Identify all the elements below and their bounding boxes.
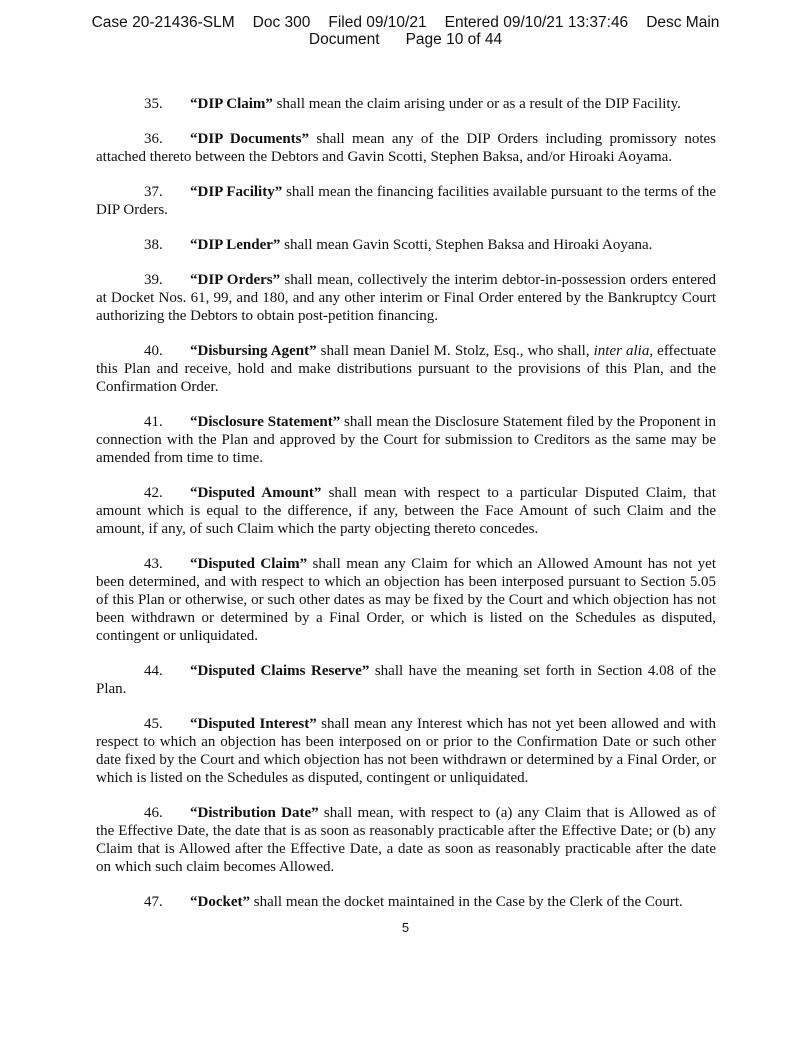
- filing-header-line1: [0, 14, 811, 31]
- definition-text: shall mean with respect to a particular Disputed Claim, that amount which is equal to the difference, if any, between the Face Amount of such Claim and the amount, if any, of such Claim which the party objecting thereto concedes.: [96, 485, 716, 537]
- defined-term: “DIP Documents”: [190, 131, 310, 147]
- definition-paragraph: [96, 893, 716, 911]
- paragraph-number: 38.: [144, 237, 163, 253]
- filed-date: Filed 09/10/21: [328, 14, 427, 31]
- paragraph-number: 39.: [144, 272, 163, 288]
- definition-paragraph: [96, 130, 716, 166]
- definition-text: shall mean Gavin Scotti, Stephen Baksa and Hiroaki Aoyana.: [280, 237, 653, 253]
- definition-text: shall mean the docket maintained in the Case by the Clerk of the Court.: [250, 894, 683, 910]
- definition-paragraph: [96, 804, 716, 876]
- defined-term: “Disputed Amount”: [190, 485, 322, 501]
- defined-term: “DIP Facility”: [190, 184, 283, 200]
- defined-term: “DIP Claim”: [190, 96, 273, 112]
- paragraph-number: 44.: [144, 663, 163, 679]
- definition-paragraph: [96, 95, 716, 113]
- page-count: Page 10 of 44: [405, 31, 503, 48]
- defined-term: “Disputed Interest”: [190, 716, 317, 732]
- defined-term: “Disbursing Agent”: [190, 343, 317, 359]
- document-body: [96, 95, 716, 928]
- definition-paragraph: [96, 413, 716, 467]
- page-number: 5: [401, 920, 410, 935]
- definition-paragraph: [96, 715, 716, 787]
- definition-paragraph: [96, 555, 716, 645]
- defined-term: “DIP Orders”: [190, 272, 281, 288]
- defined-term: “DIP Lender”: [190, 237, 281, 253]
- definition-text: shall mean Daniel M. Stolz, Esq., who shall,: [316, 343, 594, 359]
- paragraph-number: 35.: [144, 96, 163, 112]
- definition-text: shall mean any Interest which has not yet been allowed and with respect to which an objection has been interposed on or prior to the Confirmation Date or such other date fixed by the Court and which objection has not been withdrawn or determined by a Final Order, or which is listed on the Schedules as disputed, contingent or unliquidated.: [96, 716, 717, 786]
- definition-text: shall mean the Disclosure Statement filed by the Proponent in connection with the Plan and approved by the Court for submission to Creditors as the same may be amended from time to time.: [96, 414, 717, 466]
- paragraph-number: 40.: [144, 343, 163, 359]
- paragraph-number: 36.: [144, 131, 163, 147]
- paragraph-number: 45.: [144, 716, 163, 732]
- filing-header-line2: [0, 31, 811, 48]
- definition-text: shall mean the claim arising under or as a result of the DIP Facility.: [272, 96, 681, 112]
- defined-term: “Disclosure Statement”: [190, 414, 341, 430]
- paragraph-number: 42.: [144, 485, 163, 501]
- definition-text: shall mean the financing facilities available pursuant to the terms of the DIP Orders.: [96, 184, 717, 218]
- definition-text: shall mean any Claim for which an Allowed Amount has not yet been determined, and with respect to which an objection has been interposed pursuant to Section 5.05 of this Plan or otherwise, or such other dates as may be fixed by the Court and which objection has not been withdrawn or determined by a Final Order, or which is listed on the Schedules as disputed, contingent or unliquidated.: [96, 556, 716, 644]
- paragraph-number: 37.: [144, 184, 163, 200]
- definition-text: shall mean, collectively the interim debtor-in-possession orders entered at Docket Nos. 61, 99, and 180, and any other interim or Final Order entered by the Bankruptcy Court authorizing the Debtors to obtain post-petition financing.: [96, 272, 716, 324]
- document-label: Document: [308, 31, 380, 48]
- paragraph-number: 43.: [144, 556, 163, 572]
- defined-term: “Disputed Claims Reserve”: [190, 663, 370, 679]
- case-number: Case 20-21436-SLM: [91, 14, 235, 31]
- defined-term: “Disputed Claim”: [190, 556, 308, 572]
- definition-text: shall have the meaning set forth in Section 4.08 of the Plan.: [96, 663, 716, 697]
- doc-number: Doc 300: [252, 14, 311, 31]
- paragraph-number: 46.: [144, 805, 163, 821]
- definition-text: shall mean any of the DIP Orders including promissory notes attached thereto between the Debtors and Gavin Scotti, Stephen Baksa, and/or Hiroaki Aoyama.: [96, 131, 716, 165]
- paragraph-number: 47.: [144, 894, 163, 910]
- definition-paragraph: [96, 342, 716, 396]
- defined-term: “Distribution Date”: [190, 805, 319, 821]
- definition-paragraph: [96, 183, 716, 219]
- definition-paragraph: [96, 484, 716, 538]
- filing-header: [0, 14, 811, 48]
- entered-date: Entered 09/10/21 13:37:46: [444, 14, 629, 31]
- paragraph-number: 41.: [144, 414, 163, 430]
- definition-paragraph: [96, 236, 716, 254]
- definition-text: , effectuate this Plan and receive, hold and make distributions pursuant to the provisions of this Plan, and the Confirmation Order.: [96, 343, 717, 395]
- definition-text: shall mean, with respect to (a) any Claim that is Allowed as of the Effective Date, the date that is as soon as reasonably practicable after the Effective Date; or (b) any Claim that is Allowed after the Effective Date, a date as soon as reasonably practicable after the date on which such claim becomes Allowed.: [96, 805, 716, 875]
- definition-paragraph: [96, 271, 716, 325]
- desc-main: Desc Main: [646, 14, 720, 31]
- defined-term: “Docket”: [190, 894, 250, 910]
- definition-paragraph: [96, 662, 716, 698]
- latin-phrase: inter alia: [593, 343, 650, 359]
